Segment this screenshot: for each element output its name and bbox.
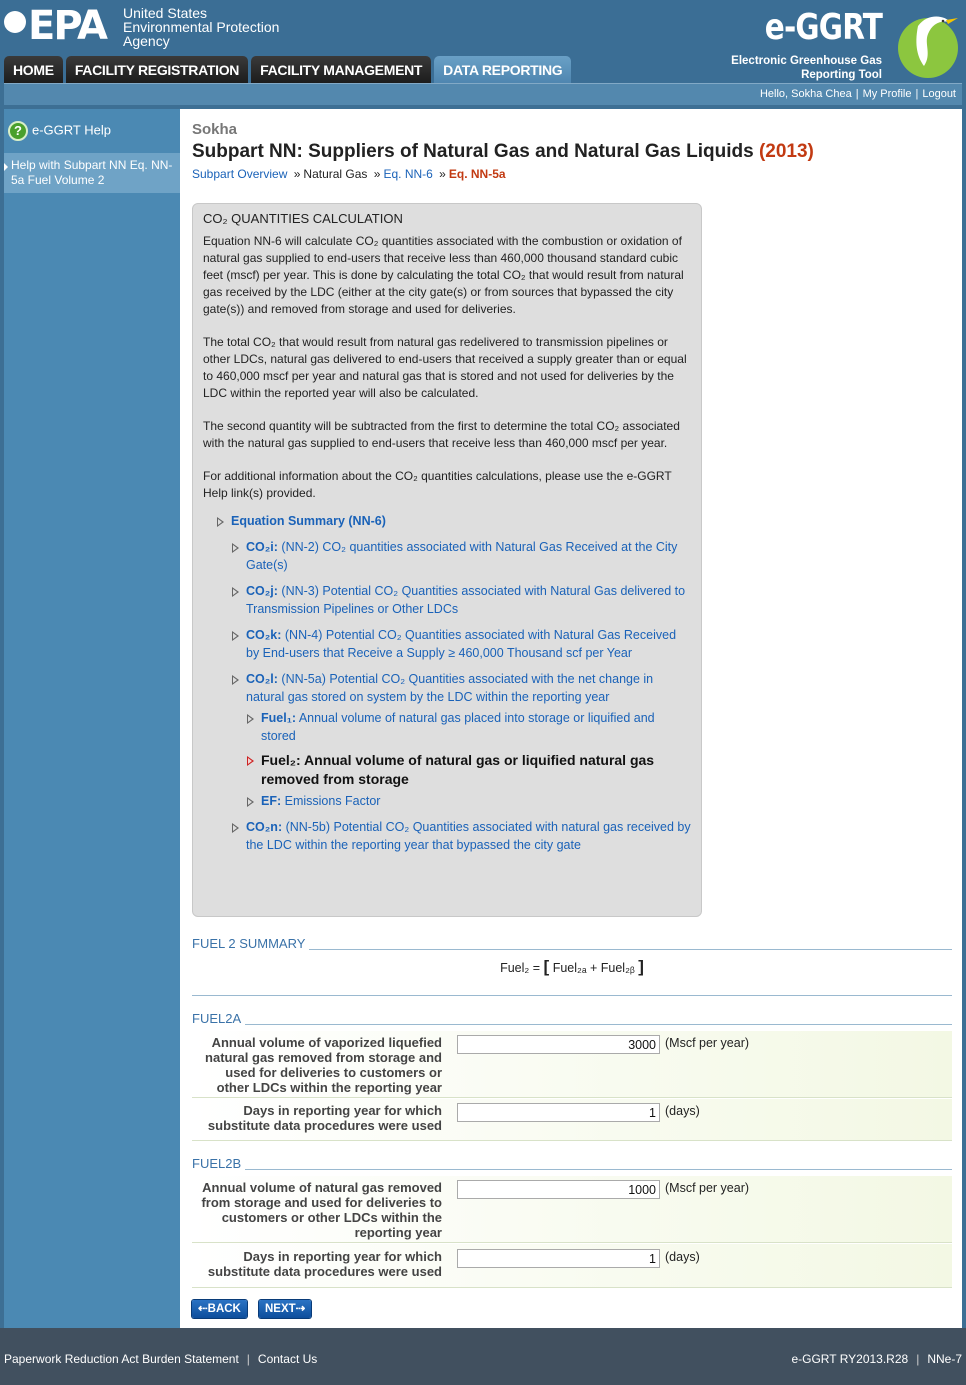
expand-triangle-icon <box>232 631 239 641</box>
calc-paragraph: Equation NN-6 will calculate CO₂ quantities associated with the combustion or oxidation of natural gas supplied to end-users that receive less than 460,000 thousand standard cubic feet (mscf) per year. This is done by calculating the total CO₂ that would result from natural gas received by the LDC (either at the city gate(s) or from sources that bypassed the city gate(s)) and removed from storage and used for deliveries. <box>203 234 684 316</box>
epa-logo-mark: EPA <box>4 6 106 46</box>
expand-triangle-icon <box>247 714 254 724</box>
fuel2b-days-row <box>192 1244 952 1288</box>
main-content <box>180 109 962 1328</box>
user-greeting: Hello, Sokha Chea <box>759 88 852 100</box>
help-question-icon: ? <box>8 121 28 141</box>
tab-home[interactable]: HOME <box>4 56 63 83</box>
fuel2b-volume-row <box>192 1176 952 1243</box>
fuel2a-header: FUEL2A <box>192 1011 952 1025</box>
eggrt-title: e-GGRT <box>764 7 882 48</box>
epa-flower-icon <box>4 11 26 33</box>
expand-triangle-icon <box>232 675 239 685</box>
tree-item-fuel2-current: Fuel₂: Annual volume of natural gas or liquified natural gas removed from storage <box>203 751 691 789</box>
epa-agency-name: United States Environmental Protection Agency <box>123 5 280 49</box>
tab-facility-management[interactable]: FACILITY MANAGEMENT <box>251 56 431 83</box>
epa-logo[interactable] <box>4 3 294 49</box>
breadcrumb-subpart-overview[interactable]: Subpart Overview <box>192 167 288 181</box>
calculation-info-box <box>192 203 702 917</box>
reporting-year: (2013) <box>758 141 814 162</box>
fuel2b-days-label: Days in reporting year for which substitute data procedures were used <box>207 1249 442 1279</box>
calc-paragraph: For additional information about the CO₂ quantities calculations, please use the e-GGRT Help link(s) provided. <box>203 469 672 500</box>
egret-bird-icon <box>888 8 960 80</box>
tree-item-ef[interactable]: EF: Emissions Factor <box>203 792 691 810</box>
fuel2b-volume-input[interactable] <box>457 1180 660 1199</box>
current-arrow-icon <box>247 756 254 766</box>
fuel2a-volume-unit: (Mscf per year) <box>665 1036 750 1050</box>
arrow-left-icon: ⇠ <box>198 1303 208 1315</box>
fuel2a-days-input[interactable] <box>457 1103 660 1122</box>
fuel2a-volume-label: Annual volume of vaporized liquefied natural gas removed from storage and used for deliveries to customers or other LDCs within the reporting year <box>205 1035 442 1095</box>
next-button[interactable]: NEXT⇢ <box>259 1300 311 1318</box>
tab-facility-registration[interactable]: FACILITY REGISTRATION <box>66 56 248 83</box>
breadcrumb-current: Eq. NN-5a <box>448 167 506 181</box>
page-title: Subpart NN: Suppliers of Natural Gas and Natural Gas Liquids (2013) <box>192 141 814 162</box>
main-nav <box>4 56 574 83</box>
user-links: Hello, Sokha Chea | My Profile | Logout <box>759 88 956 100</box>
help-link-fuel-volume-2[interactable]: Help with Subpart NN Eq. NN-5a Fuel Volume 2 <box>4 153 180 193</box>
tree-item-fuel1[interactable]: Fuel₁: Annual volume of natural gas placed into storage or liquified and stored <box>203 709 691 745</box>
expand-triangle-icon <box>247 797 254 807</box>
fuel2a-volume-row <box>192 1031 952 1098</box>
back-button[interactable]: ⇠BACK <box>192 1300 247 1318</box>
my-profile-link[interactable]: My Profile <box>862 88 912 100</box>
fuel2a-volume-input[interactable] <box>457 1035 660 1054</box>
expand-triangle-icon <box>232 543 239 553</box>
help-sidebar <box>4 109 180 1328</box>
help-title: e-GGRT Help <box>32 122 111 138</box>
facility-name: Sokha <box>192 121 238 138</box>
breadcrumb-natural-gas: Natural Gas <box>303 167 368 181</box>
fuel2a-days-unit: (days) <box>665 1104 700 1118</box>
tree-item-co2k[interactable]: CO₂k: (NN-4) Potential CO₂ Quantities associated with Natural Gas Received by End-users that Receive a Supply ≥ 460,000 Thousand scf per Year <box>203 626 691 662</box>
fuel2a-days-row <box>192 1099 952 1141</box>
tree-item-co2n[interactable]: CO₂n: (NN-5b) Potential CO₂ Quantities associated with natural gas received by the LDC within the reporting year that bypassed the city gate <box>203 818 691 854</box>
tree-item-co2j[interactable]: CO₂j: (NN-3) Potential CO₂ Quantities associated with Natural Gas delivered to Transmission Pipelines or Other LDCs <box>203 582 691 618</box>
help-header[interactable] <box>4 109 180 153</box>
version-text: e-GGRT RY2013.R28 <box>791 1352 909 1366</box>
user-bar <box>4 83 962 105</box>
tree-item-co2l[interactable]: CO₂l: (NN-5a) Potential CO₂ Quantities associated with the net change in natural gas stored on system by the LDC within the reporting year <box>203 670 691 706</box>
header <box>0 0 966 83</box>
paperwork-link[interactable]: Paperwork Reduction Act Burden Statement <box>4 1352 239 1366</box>
footer: Paperwork Reduction Act Burden Statement | Contact Us e-GGRT RY2013.R28 | NNe-7 <box>0 1328 966 1385</box>
eggrt-logo[interactable] <box>732 4 962 80</box>
screen-id: NNe-7 <box>927 1352 962 1366</box>
calc-paragraph: The total CO₂ that would result from natural gas redelivered to transmission pipelines or other LDCs, natural gas delivered to end-users that received a supply greater than or equal to 460,000 mscf per year and natural gas that is stored and not used for deliveries by the LDC within the reported year will also be calculated. <box>203 335 687 400</box>
breadcrumb: Subpart Overview » Natural Gas » Eq. NN-6 » Eq. NN-5a <box>192 167 506 181</box>
tab-data-reporting[interactable]: DATA REPORTING <box>434 56 571 83</box>
expand-triangle-icon <box>217 517 224 527</box>
expand-triangle-icon <box>232 587 239 597</box>
fuel2b-header: FUEL2B <box>192 1156 952 1170</box>
eggrt-subtitle: Electronic Greenhouse Gas Reporting Tool <box>731 55 882 81</box>
tree-item-co2i[interactable]: CO₂i: (NN-2) CO₂ quantities associated with Natural Gas Received at the City Gate(s) <box>203 538 691 574</box>
breadcrumb-eq-nn6[interactable]: Eq. NN-6 <box>383 167 433 181</box>
fuel2a-days-label: Days in reporting year for which substitute data procedures were used <box>207 1103 442 1133</box>
calc-paragraph: The second quantity will be subtracted from the first to determine the total CO₂ associated with the natural gas supplied to end-users that receive less than 460,000 mscf per year. <box>203 419 680 450</box>
fuel2b-volume-label: Annual volume of natural gas removed from storage and used for deliveries to customers or other LDCs within the reporting year <box>201 1180 442 1240</box>
arrow-right-icon: ⇢ <box>295 1303 306 1315</box>
expand-triangle-icon <box>232 823 239 833</box>
fuel2-summary-header: FUEL 2 SUMMARY <box>192 936 952 950</box>
calc-box-title: CO₂ QUANTITIES CALCULATION <box>203 211 403 226</box>
fuel2b-days-input[interactable] <box>457 1249 660 1268</box>
fuel2b-days-unit: (days) <box>665 1250 700 1264</box>
logout-link[interactable]: Logout <box>922 88 956 100</box>
arrow-right-icon <box>4 163 8 171</box>
contact-us-link[interactable]: Contact Us <box>257 1352 318 1366</box>
fuel2b-volume-unit: (Mscf per year) <box>665 1181 750 1195</box>
tree-item-equation-summary[interactable]: Equation Summary (NN-6) <box>203 512 691 530</box>
equation-tree <box>203 512 691 854</box>
fuel2-formula: Fuel₂ = [ Fuel₂ₐ + Fuel₂ᵦ ] <box>192 954 952 996</box>
